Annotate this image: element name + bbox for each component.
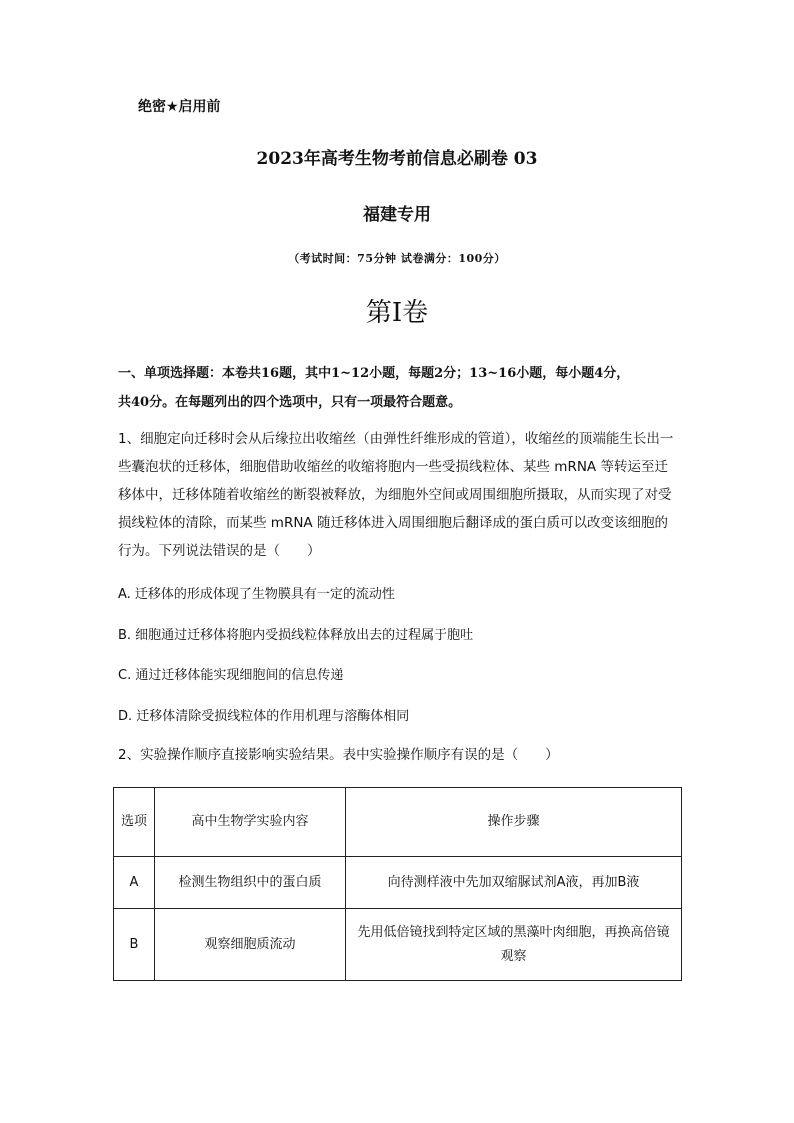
exam-time-info: （考试时间：75分钟 试卷满分：100分） (288, 252, 506, 265)
table-cell: 检测生物组织中的蛋白质 (155, 857, 346, 909)
question-1-option-a: A. 迁移体的形成体现了生物膜具有一定的流动性 (118, 587, 395, 602)
table-row (114, 909, 682, 981)
instructions-line-1: 一、单项选择题：本卷共16题，其中1~12小题，每题2分；13~16小题，每小题4分， (118, 366, 630, 381)
table-row (114, 857, 682, 909)
volume-heading: 第I卷 (365, 298, 429, 328)
question-2-stem: 2、实验操作顺序直接影响实验结果。表中实验操作顺序有误的是（ ） (118, 747, 559, 763)
table-cell: 先用低倍镜找到特定区域的黑藻叶肉细胞，再换高倍镜观察 (346, 909, 682, 981)
table-cell: B (114, 909, 155, 981)
table-cell: 观察细胞质流动 (155, 909, 346, 981)
table-header-cell: 操作步骤 (346, 788, 682, 857)
question-1-option-d: D. 迁移体清除受损线粒体的作用机理与溶酶体相同 (118, 709, 410, 724)
section-instructions (118, 359, 678, 417)
instructions-line-2: 共40分。在每题列出的四个选项中，只有一项最符合题意。 (118, 395, 462, 410)
table-cell: 向待测样液中先加双缩脲试剂A液，再加B液 (346, 857, 682, 909)
table-cell: A (114, 857, 155, 909)
experiment-table (113, 787, 682, 981)
exam-title: 2023年高考生物考前信息必刷卷 03 (256, 149, 538, 169)
table-header-row (114, 788, 682, 857)
secret-label: 绝密★启用前 (138, 99, 221, 115)
table-header-cell: 高中生物学实验内容 (155, 788, 346, 857)
table-header-cell: 选项 (114, 788, 155, 857)
exam-subtitle: 福建专用 (363, 205, 431, 225)
question-1-option-b: B. 细胞通过迁移体将胞内受损线粒体释放出去的过程属于胞吐 (118, 628, 474, 643)
question-1-option-c: C. 通过迁移体能实现细胞间的信息传递 (118, 668, 344, 683)
question-1-stem: 1、细胞定向迁移时会从后缘拉出收缩丝（由弹性纤维形成的管道），收缩丝的顶端能生长出一些囊泡状的迁移体，细胞借助收缩丝的收缩将胞内一些受损线粒体、某些 mRNA 等转运至迁移体中，迁移体随着收缩丝的断裂被释放，为细胞外空间或周围细胞所摄取，从而实现了对受损线粒体的清除，而某些 mRNA 随迁移体进入周围细胞后翻译成的蛋白质可以改变该细胞的行为。下列说法错误的是（ ） (118, 431, 674, 559)
